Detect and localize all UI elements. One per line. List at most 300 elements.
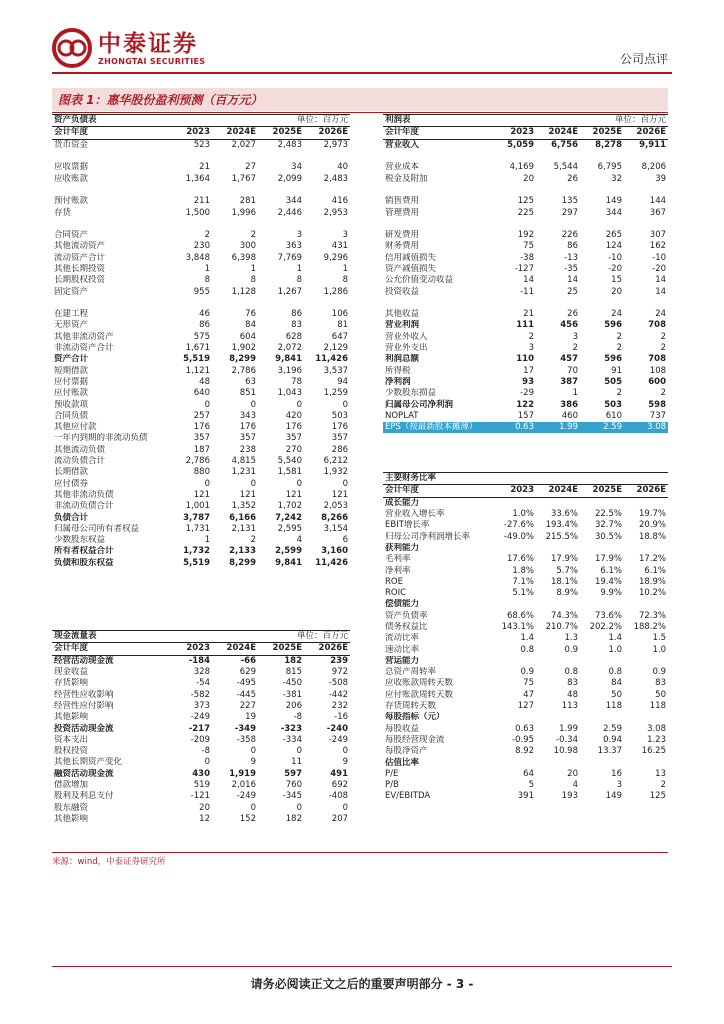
row-value: 121 [239, 489, 256, 500]
table-row [383, 185, 668, 196]
row-value: 182 [284, 655, 302, 666]
row-value: 357 [285, 433, 302, 444]
row-value: 21 [199, 162, 210, 173]
row-value: 3,787 [183, 512, 210, 523]
row-label: 无形资产 [54, 320, 89, 331]
row-value: 26 [567, 309, 578, 320]
row-value: 7,769 [277, 252, 302, 263]
row-value: 0 [296, 746, 302, 757]
table-row [52, 264, 350, 275]
table-row [52, 207, 350, 218]
row-value: 20 [199, 802, 210, 813]
table-row [383, 309, 668, 320]
row-value: 0.63 [515, 723, 534, 734]
row-value: -209 [190, 734, 210, 745]
row-value: 73.6% [594, 610, 622, 621]
row-value: 5,540 [277, 456, 302, 467]
row-value: 3 [572, 331, 578, 342]
row-value: 2,099 [277, 173, 302, 184]
row-value: 18.1% [550, 576, 578, 587]
table-row [383, 599, 668, 610]
row-label: 应收账款周转天数 [385, 678, 454, 689]
row-value: 1,352 [231, 501, 256, 512]
row-value: 72.3% [638, 610, 666, 621]
header-year: 2025E [580, 127, 624, 139]
row-value [496, 543, 536, 554]
row-value: 3,160 [321, 546, 349, 557]
row-value: 9,841 [275, 557, 302, 568]
zhongtai-logo-icon [52, 28, 92, 68]
row-value: 34 [291, 162, 302, 173]
row-value: 1,286 [323, 286, 349, 297]
section-title: 现金流量表 [52, 631, 170, 643]
table-row [52, 791, 350, 802]
row-value: 1,732 [183, 546, 210, 557]
figure-title: 图表 1：惠华股份盈利预测（百万元） [52, 88, 668, 111]
blank-cell [536, 219, 580, 230]
blank-cell [304, 219, 350, 230]
row-value: 4,169 [509, 162, 534, 173]
row-value: 8.92 [515, 746, 534, 757]
row-value: 2,133 [229, 546, 256, 557]
row-value: 2,483 [323, 173, 349, 184]
table-row [52, 286, 350, 297]
row-value: 10.2% [638, 588, 666, 599]
row-value: 176 [239, 422, 256, 433]
row-label: 现金收益 [54, 667, 89, 678]
row-label: 每股收益 [385, 723, 420, 734]
row-value: 972 [331, 667, 349, 678]
row-label: 速动比率 [385, 644, 420, 655]
row-value: 0 [296, 802, 302, 813]
table-row [383, 230, 668, 241]
row-value: 600 [648, 376, 667, 387]
row-label: 每股经营现金流 [385, 734, 445, 745]
blank-cell [52, 185, 170, 196]
table-row [52, 780, 350, 791]
row-value: 24 [611, 309, 622, 320]
row-value: 187 [193, 444, 210, 455]
row-value: 1,902 [231, 343, 256, 354]
row-value: 14 [567, 275, 578, 286]
row-label: 债务权益比 [385, 622, 428, 632]
row-value: 460 [561, 410, 578, 421]
balance-sheet-table [52, 114, 350, 569]
table-row [52, 769, 350, 780]
row-value: 692 [331, 780, 349, 790]
row-value: 135 [561, 196, 578, 207]
row-value: -27.6% [503, 520, 534, 531]
row-value: -345 [282, 791, 302, 802]
row-label: 股利及利息支付 [54, 791, 114, 802]
row-value: -121 [190, 791, 210, 802]
row-label: 融资活动现金流 [54, 768, 114, 779]
unit-label: 单位：百万元 [170, 631, 350, 643]
blank-cell [580, 151, 624, 162]
row-value: -10 [652, 252, 667, 263]
row-label: 每股指标（元） [385, 712, 445, 723]
row-label: P/E [385, 768, 399, 779]
row-value: 386 [560, 399, 578, 410]
row-value: -582 [190, 689, 210, 700]
table-row [383, 196, 668, 207]
header-year: 2024E [212, 127, 258, 139]
row-value: 13 [655, 768, 666, 779]
header-year: 2026E [624, 485, 668, 497]
row-value: 118 [649, 701, 666, 712]
blank-cell [536, 298, 580, 309]
row-value: 108 [649, 365, 667, 376]
row-value [624, 656, 668, 667]
table-row [383, 712, 668, 723]
row-label: 预收款项 [54, 399, 89, 410]
blank-cell [496, 219, 536, 230]
row-value: 0 [296, 399, 302, 410]
table-row [52, 456, 350, 467]
blank-cell [212, 298, 258, 309]
row-value: 1,919 [229, 768, 256, 779]
table-row [383, 219, 668, 230]
row-value: 420 [285, 410, 302, 421]
row-value: 0.8 [520, 644, 534, 655]
row-value: 14 [655, 286, 667, 297]
row-value: 162 [649, 241, 667, 252]
row-value: 6.1% [600, 565, 622, 576]
row-value: 125 [517, 196, 534, 207]
table-row [383, 565, 668, 576]
table-row [383, 531, 668, 542]
row-value: 5 [528, 780, 534, 791]
row-value: 0 [204, 757, 210, 768]
row-label: ROIC [385, 588, 407, 599]
table-row [52, 275, 350, 286]
row-value: -66 [240, 655, 256, 666]
row-value: 955 [193, 286, 210, 297]
row-value: 188.2% [633, 622, 666, 632]
row-value: 239 [330, 655, 349, 666]
row-value: 193.4% [545, 520, 578, 531]
row-value: 737 [649, 410, 667, 421]
blank-cell [383, 151, 496, 162]
row-value: 1 [250, 264, 256, 274]
row-value: 5,519 [183, 557, 210, 568]
row-value: 270 [285, 444, 302, 455]
row-value: 1 [204, 264, 210, 274]
row-label: 归属母公司净利润 [385, 399, 454, 410]
header-label: 会计年度 [383, 127, 496, 139]
row-value: 0 [250, 802, 256, 813]
row-value: 93 [522, 376, 534, 387]
row-value: 0.9 [564, 644, 578, 655]
row-value: 0 [204, 399, 210, 410]
row-value: 0 [342, 478, 349, 489]
row-value: 851 [239, 388, 256, 399]
row-value: 387 [560, 376, 578, 387]
row-value: 2 [572, 343, 578, 354]
row-value: 815 [285, 667, 302, 678]
row-value: 19 [245, 712, 256, 723]
table-row [383, 298, 668, 309]
row-value: 118 [605, 701, 622, 712]
row-value: 9,841 [275, 354, 302, 365]
row-value: -508 [328, 678, 349, 689]
row-value: 2,973 [323, 139, 349, 150]
figure-bottom-divider [52, 852, 668, 853]
row-value: 2.59 [603, 723, 622, 734]
row-value: 193 [561, 791, 578, 802]
row-value: 16 [611, 768, 622, 779]
row-value: 2 [616, 343, 622, 354]
row-value: 64 [523, 768, 534, 779]
row-value: -38 [520, 252, 534, 263]
row-value: 3.08 [624, 422, 668, 433]
row-value: 1.0 [652, 644, 666, 655]
row-label: 偿债能力 [385, 599, 420, 610]
row-label: 毛利率 [385, 554, 411, 565]
row-value: 2,129 [323, 343, 349, 354]
row-value: 50 [611, 689, 622, 700]
company-logo [52, 28, 205, 68]
blank-cell [52, 151, 170, 162]
table-row [383, 509, 668, 520]
row-value: 157 [517, 410, 534, 421]
header-year: 2023 [170, 643, 212, 655]
row-value [496, 712, 536, 723]
table-row [52, 173, 350, 184]
company-name-cn: 中泰证券 [98, 30, 198, 57]
row-value [624, 543, 668, 554]
row-label: 其他影响 [54, 712, 89, 723]
table-row [383, 554, 668, 565]
table-row [383, 366, 668, 377]
row-value [580, 543, 624, 554]
table-row [52, 678, 350, 689]
row-label: 存货影响 [54, 678, 89, 689]
row-value: 2,131 [231, 523, 256, 534]
row-value: -445 [236, 689, 256, 700]
row-value: 24 [655, 309, 667, 320]
table-header-row [52, 643, 350, 655]
row-label: EPS（按最新股本摊薄） [383, 422, 496, 433]
row-label: 净利润 [385, 376, 411, 387]
table-row [383, 724, 668, 735]
row-value [536, 543, 580, 554]
blank-cell [258, 185, 304, 196]
row-value: 227 [239, 700, 256, 711]
row-value: 1,671 [185, 343, 210, 354]
row-value: 40 [337, 162, 349, 173]
row-value: 17.2% [638, 554, 666, 565]
row-value: -8 [201, 746, 210, 757]
table-row [52, 701, 350, 712]
row-value: -495 [236, 678, 256, 689]
row-value: 597 [284, 768, 302, 779]
row-value: 9,296 [323, 252, 349, 263]
row-value: 1.23 [647, 734, 666, 745]
row-value: 1,500 [185, 207, 210, 218]
row-value: 81 [337, 320, 349, 331]
row-value: 124 [605, 241, 622, 252]
table-row [383, 622, 668, 633]
row-label: 资产减值损失 [385, 264, 437, 274]
row-label: 营业利润 [385, 320, 420, 331]
row-value: 20 [523, 173, 534, 184]
unit-label: 单位：百万元 [170, 115, 350, 127]
row-value: -249 [190, 712, 210, 723]
row-value: 2 [250, 230, 256, 241]
row-value: 2 [660, 343, 667, 354]
blank-cell [212, 185, 258, 196]
row-value: 125 [649, 791, 666, 802]
row-value: 238 [239, 444, 256, 455]
row-value [536, 712, 580, 723]
row-label: 经营活动现金流 [54, 655, 114, 666]
row-value: 281 [239, 196, 256, 207]
table-row [383, 577, 668, 588]
row-value: 357 [193, 433, 210, 444]
row-value: 113 [561, 701, 578, 712]
table-row [383, 399, 668, 410]
blank-cell [624, 151, 668, 162]
row-label: 应付债券 [54, 478, 89, 489]
row-value: 431 [331, 241, 349, 252]
row-value: 8,266 [321, 512, 349, 523]
table-row [52, 320, 350, 331]
blank-cell [624, 185, 668, 196]
table-row [52, 354, 350, 365]
row-value: -16 [334, 712, 349, 723]
table-row [52, 399, 350, 410]
table-row [52, 230, 350, 241]
row-value: 211 [193, 196, 210, 207]
row-value: -0.95 [512, 734, 534, 745]
row-value: 1.4 [520, 633, 534, 644]
row-value: 1.5 [652, 633, 666, 644]
blank-cell [383, 219, 496, 230]
row-value [580, 599, 624, 610]
row-value: 30.5% [594, 531, 622, 542]
row-value: 3 [296, 230, 302, 241]
header-year: 2023 [496, 485, 536, 497]
row-value: 83 [567, 678, 578, 689]
table-row [383, 791, 668, 802]
table-row [52, 332, 350, 343]
row-label: 非流动负债合计 [54, 501, 114, 512]
header-year: 2026E [304, 127, 350, 139]
row-label: 所得税 [385, 365, 411, 376]
document-type: 公司点评 [619, 52, 668, 66]
row-value: 111 [516, 320, 534, 331]
blank-cell [624, 298, 668, 309]
blank-cell [496, 151, 536, 162]
row-value: -450 [282, 678, 302, 689]
table-row [383, 253, 668, 264]
table-row [383, 690, 668, 701]
row-value: 232 [331, 700, 349, 711]
table-row [383, 411, 668, 422]
row-value: 8 [342, 275, 349, 286]
row-value: 19.7% [638, 509, 666, 520]
row-label: 流动比率 [385, 633, 420, 644]
table-row [52, 757, 350, 768]
row-value: 344 [605, 207, 622, 218]
table-row [383, 320, 668, 331]
table-header-row [383, 485, 668, 497]
row-value [624, 757, 668, 768]
row-value: 629 [239, 667, 256, 678]
table-row [52, 802, 350, 813]
row-label: EV/EBITDA [385, 791, 431, 802]
unit-label [496, 473, 668, 485]
row-value: 6 [342, 535, 349, 546]
row-label: 营业外收入 [385, 331, 428, 342]
row-label: 应付账款 [54, 388, 89, 399]
row-value [496, 656, 536, 667]
table-header-row [383, 127, 668, 139]
row-label: 长期股权投资 [54, 275, 106, 286]
row-value: -11 [520, 286, 534, 297]
row-value: 2,786 [231, 365, 256, 376]
table-row [52, 241, 350, 252]
blank-cell [304, 298, 350, 309]
header-divider [52, 72, 672, 74]
row-label: 研发费用 [385, 230, 420, 241]
table-row [383, 151, 668, 162]
row-value: -127 [514, 264, 534, 274]
table-row [383, 588, 668, 599]
table-row [383, 735, 668, 746]
blank-cell [170, 185, 212, 196]
row-label: 一年内到期的非流动负债 [54, 433, 148, 444]
row-value: 3 [342, 230, 349, 241]
table-row [52, 298, 350, 309]
row-value: 20 [567, 768, 578, 779]
blank-cell [212, 151, 258, 162]
row-label: EBIT增长率 [385, 520, 430, 531]
row-value: 9.9% [600, 588, 622, 599]
row-label: 合同负债 [54, 410, 89, 421]
table-row [383, 354, 668, 365]
row-value: 206 [285, 700, 302, 711]
row-label: 借款增加 [54, 780, 89, 790]
row-value: 0 [342, 746, 349, 757]
row-value: 127 [517, 701, 534, 712]
row-label: 应付账款周转天数 [385, 689, 454, 700]
row-value: 2,953 [323, 207, 349, 218]
row-value: 3,537 [323, 365, 349, 376]
row-label: 获利能力 [385, 542, 420, 553]
row-label: 其他非流动负债 [54, 489, 114, 500]
row-value: 106 [331, 309, 349, 320]
row-value: 1,731 [185, 523, 210, 534]
header-year: 2025E [258, 643, 304, 655]
header-year: 2023 [496, 127, 536, 139]
row-label: 负债合计 [54, 512, 89, 523]
row-value: 519 [193, 780, 210, 790]
row-value: 14 [523, 275, 534, 286]
row-label: 经营性应付影响 [54, 700, 114, 711]
table-row [383, 543, 668, 554]
row-label: 利润总额 [385, 354, 420, 365]
row-value: 2,072 [277, 343, 302, 354]
row-label: 少数股东损益 [385, 388, 437, 399]
row-label: 货币资金 [54, 139, 89, 150]
row-value: 14 [655, 275, 667, 286]
row-label: 存货 [54, 207, 72, 218]
row-value: 357 [239, 433, 256, 444]
row-value: -20 [652, 264, 667, 274]
table-row [52, 501, 350, 512]
